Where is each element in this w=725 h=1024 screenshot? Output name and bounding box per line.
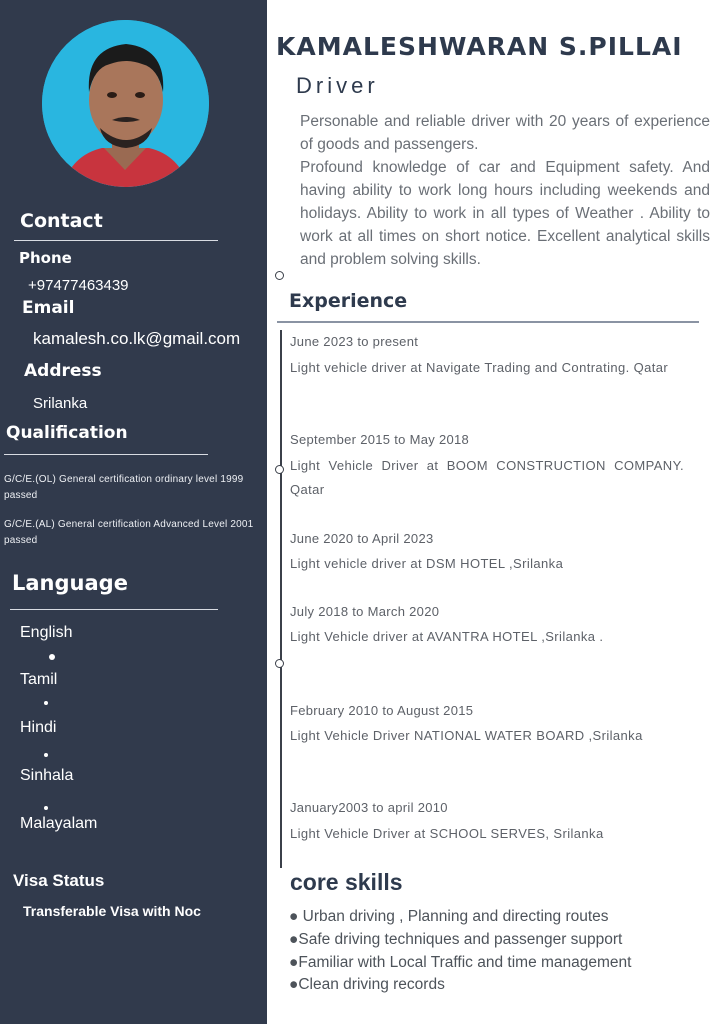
experience-description: Light Vehicle Driver NATIONAL WATER BOARD ,Srilanka [290,728,643,743]
experience-date: February 2010 to August 2015 [290,703,474,718]
summary-paragraph: Personable and reliable driver with 20 years of experience of goods and passengers. [300,113,710,153]
experience-date: July 2018 to March 2020 [290,604,440,619]
email-label: Email [22,298,75,318]
phone-value: +97477463439 [28,277,129,294]
language-item: English [20,624,73,641]
job-title: Driver [296,73,379,98]
summary-paragraph: Profound knowledge of car and Equipment safety. And having ability to work long hours including weekends and holidays. Ability to work in all types of Weather . Ability to work at all times on short notice. Excellent analytical skills and problem solving skills. [300,159,710,268]
qualification-heading: Qualification [6,423,128,443]
profile-photo [42,20,209,187]
language-item: Hindi [20,719,57,736]
experience-heading: Experience [289,290,408,312]
person-avatar-icon [42,20,209,187]
language-heading: Language [12,571,128,595]
skill-item: ● Urban driving , Planning and directing routes [289,908,609,925]
timeline-line [280,330,282,868]
language-item: Sinhala [20,767,74,784]
skill-item: ●Clean driving records [289,976,445,993]
bullet-icon [44,701,48,705]
timeline-node-icon [275,659,284,668]
experience-description: Light Vehicle driver at AVANTRA HOTEL ,Srilanka . [290,629,604,644]
experience-date: September 2015 to May 2018 [290,432,470,447]
visa-heading: Visa Status [13,871,105,890]
sidebar [0,0,267,1024]
bullet-icon [49,654,55,660]
contact-divider [14,240,218,241]
language-item: Malayalam [20,815,98,832]
address-value: Srilanka [33,395,88,412]
phone-label: Phone [19,249,72,267]
skill-item: ●Safe driving techniques and passenger support [289,931,623,948]
experience-date: January2003 to april 2010 [290,800,448,815]
experience-description: Light vehicle driver at Navigate Trading and Contrating. Qatar [290,360,669,375]
qualification-item: G/C/E.(OL) General certification ordinary level 1999 passed [4,474,244,501]
visa-value: Transferable Visa with Noc [23,903,201,919]
experience-description: Light vehicle driver at DSM HOTEL ,Srilanka [290,556,564,571]
experience-date: June 2023 to present [290,334,419,349]
candidate-name: KAMALESHWARAN S.PILLAI [276,32,683,61]
qualification-divider [4,454,208,455]
address-label: Address [24,361,102,381]
experience-description: Light Vehicle Driver at SCHOOL SERVES, Srilanka [290,826,604,841]
profile-summary [300,110,710,271]
skill-item: ●Familiar with Local Traffic and time management [289,954,632,971]
email-value: kamalesh.co.lk@gmail.com [33,329,241,348]
contact-heading: Contact [20,210,103,232]
experience-description: Light Vehicle Driver at BOOM CONSTRUCTION COMPANY. Qatar [290,458,684,497]
timeline-node-icon [275,465,284,474]
qualification-item: G/C/E.(AL) General certification Advanced Level 2001 passed [4,519,254,546]
experience-divider [277,321,699,323]
bullet-icon [44,753,48,757]
language-divider [10,609,218,610]
timeline-node-icon [275,271,284,280]
bullet-icon [44,806,48,810]
experience-date: June 2020 to April 2023 [290,531,434,546]
language-item: Tamil [20,671,58,688]
skills-heading: core skills [290,869,403,895]
